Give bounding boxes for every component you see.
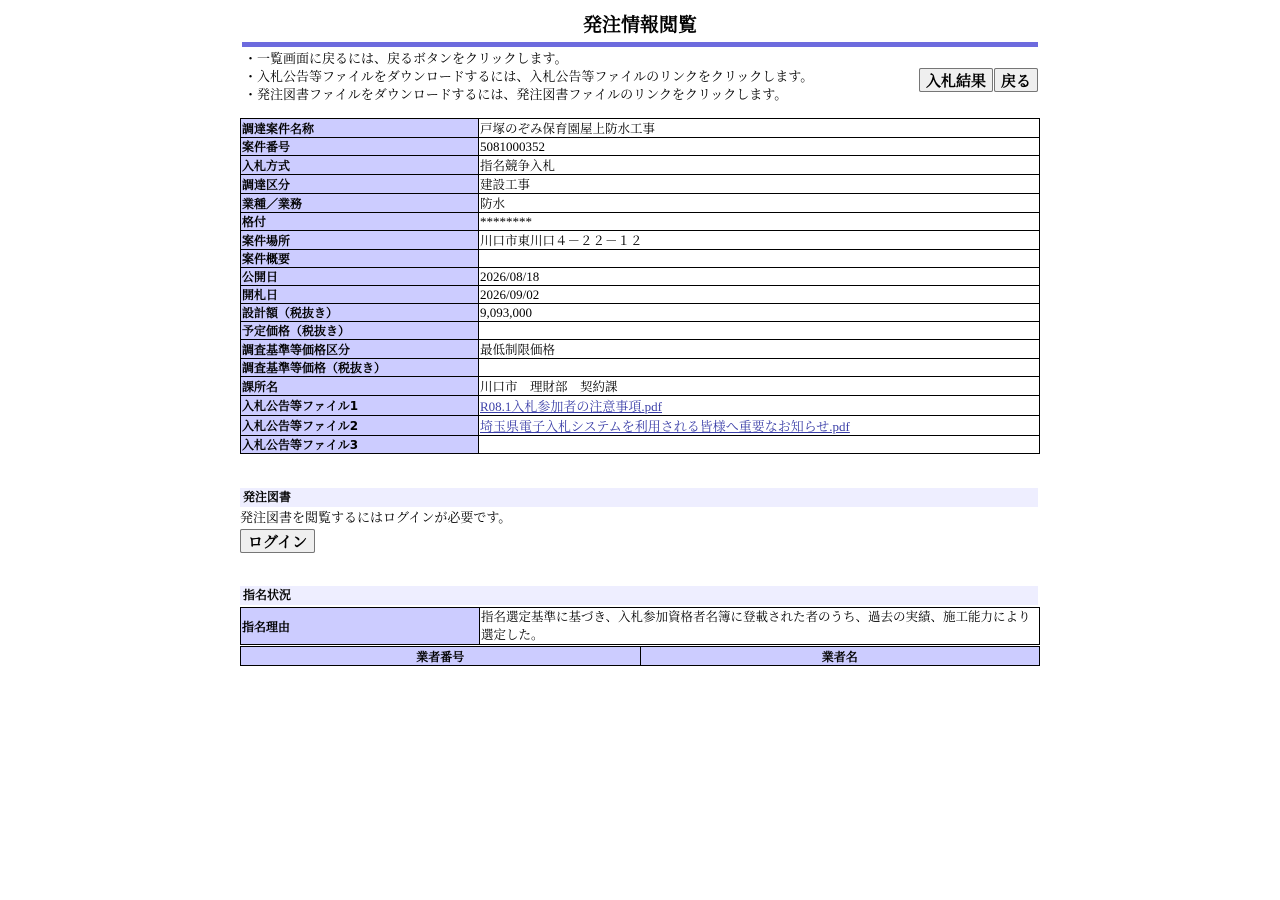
table-row [241,416,1040,436]
instruction-drawing-download: ・発注図書ファイルをダウンロードするには、発注図書ファイルのリンクをクリックします。 [244,88,788,103]
table-row [241,250,1040,268]
table-row [241,322,1040,340]
field-label: 調達案件名称 [241,119,479,138]
field-value-planned-price [479,322,1040,340]
notice-file-2-link[interactable]: 埼玉県電子入札システムを利用される皆様へ重要なお知らせ.pdf [480,419,850,434]
page-container [240,0,1040,666]
nomination-reason-label: 指名理由 [241,608,480,645]
field-value-notice-file-1 [479,396,1040,416]
table-row [241,396,1040,416]
table-row [241,175,1040,194]
table-row [241,304,1040,322]
field-value-bid-method: 指名競争入札 [479,156,1040,175]
table-header-row [241,647,1040,666]
field-value-notice-file-2 [479,416,1040,436]
field-label: 開札日 [241,286,479,304]
field-value-summary [479,250,1040,268]
title-divider [242,42,1038,47]
field-label: 入札公告等ファイル1 [241,396,479,416]
field-value-design-amount: 9,093,000 [479,304,1040,322]
column-vendor-number: 業者番号 [241,647,641,666]
field-value-standard-price-type: 最低制限価格 [479,340,1040,359]
notice-file-1-link[interactable]: R08.1入札参加者の注意事項.pdf [480,399,663,414]
field-label: 調査基準等価格区分 [241,340,479,359]
table-row [241,268,1040,286]
field-label: 案件場所 [241,231,479,250]
table-row [241,138,1040,156]
instructions-row [240,51,1040,111]
order-docs-heading: 発注図書 [240,488,1038,507]
field-label: 業種／業務 [241,194,479,213]
field-label: 案件概要 [241,250,479,268]
field-label: 格付 [241,213,479,231]
table-row [241,213,1040,231]
field-label: 入札公告等ファイル3 [241,436,479,454]
table-row [241,231,1040,250]
field-value-notice-file-3 [479,436,1040,454]
action-buttons [918,68,1038,92]
field-label: 調査基準等価格（税抜き） [241,359,479,377]
field-label: 公開日 [241,268,479,286]
login-required-note: 発注図書を閲覧するにはログインが必要です。 [240,511,512,526]
back-button[interactable]: 戻る [994,68,1038,92]
field-label: 設計額（税抜き） [241,304,479,322]
table-row [241,608,1040,645]
table-row [241,436,1040,454]
table-row [241,359,1040,377]
field-value-standard-price [479,359,1040,377]
nomination-heading: 指名状況 [240,586,1038,605]
field-label: 課所名 [241,377,479,396]
field-label: 調達区分 [241,175,479,194]
field-label: 予定価格（税抜き） [241,322,479,340]
order-info-table [240,118,1040,454]
field-value-opening-date: 2026/09/02 [479,286,1040,304]
field-label: 案件番号 [241,138,479,156]
table-row [241,156,1040,175]
table-row [241,377,1040,396]
field-value-project-name: 戸塚のぞみ保育園屋上防水工事 [479,119,1040,138]
field-label: 入札方式 [241,156,479,175]
field-value-publish-date: 2026/08/18 [479,268,1040,286]
bid-results-button[interactable]: 入札結果 [919,68,993,92]
nomination-reason-text: 指名選定基準に基づき、入札参加資格者名簿に登載された者のうち、過去の実績、施工能力により選定した。 [480,608,1040,645]
field-value-rating: ******** [479,213,1040,231]
field-value-project-number: 5081000352 [479,138,1040,156]
field-label: 入札公告等ファイル2 [241,416,479,436]
instruction-back: ・一覧画面に戻るには、戻るボタンをクリックします。 [244,52,568,67]
table-row [241,286,1040,304]
table-row [241,119,1040,138]
vendor-table [240,646,1040,666]
field-value-location: 川口市東川口４－２２－１２ [479,231,1040,250]
field-value-industry: 防水 [479,194,1040,213]
table-row [241,194,1040,213]
table-row [241,340,1040,359]
column-vendor-name: 業者名 [640,647,1040,666]
page-title: 発注情報閲覧 [582,14,697,36]
nomination-table [240,607,1040,645]
instruction-notice-download: ・入札公告等ファイルをダウンロードするには、入札公告等ファイルのリンクをクリックします。 [244,70,814,85]
field-value-department: 川口市 理財部 契約課 [479,377,1040,396]
field-value-category: 建設工事 [479,175,1040,194]
login-button[interactable]: ログイン [240,529,315,553]
